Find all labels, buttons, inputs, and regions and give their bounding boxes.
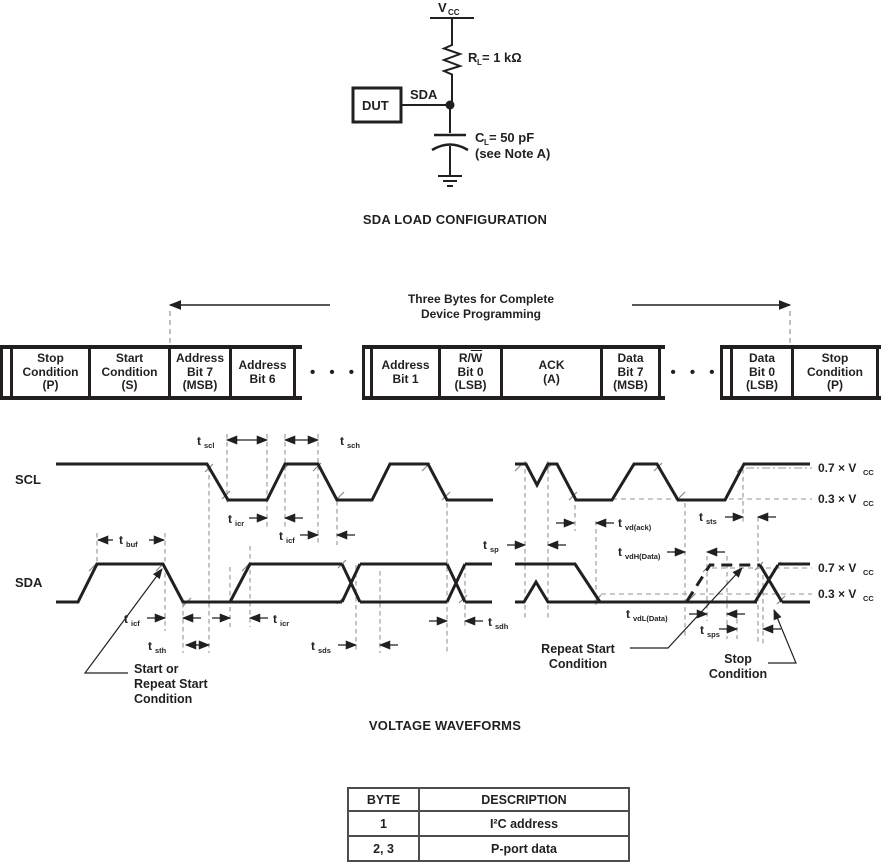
- byte-box-data7: Data Bit 7 (MSB): [600, 349, 661, 396]
- sda-repeat-start-dashed-edge: [687, 565, 760, 601]
- sda-net-label: SDA: [410, 87, 438, 102]
- cl-note: (see Note A): [475, 146, 551, 161]
- table-row: [348, 836, 629, 861]
- sda-load-circuit: [0, 0, 883, 240]
- scl-row-label: SCL: [15, 472, 41, 487]
- byte-box-addr7: Address Bit 7 (MSB): [168, 349, 229, 396]
- sda-node-dot: [446, 101, 455, 110]
- svg-text:sth: sth: [155, 646, 167, 655]
- svg-text:L: L: [484, 138, 489, 147]
- scl-07vcc-label: 0.7 × V: [818, 461, 857, 475]
- svg-text:CC: CC: [863, 468, 874, 477]
- dut-label: DUT: [362, 98, 389, 113]
- svg-text:icr: icr: [280, 619, 290, 628]
- byte-segment-3: [720, 345, 881, 400]
- span-title-line2: Device Programming: [420, 307, 542, 321]
- label-ticf-sda: t: [124, 612, 128, 626]
- svg-text:buf: buf: [126, 540, 138, 549]
- level-leader-lines: [576, 468, 812, 594]
- byte-box-rw: $R/\overline{W}$ Bit 0 (LSB): [438, 349, 500, 396]
- three-bytes-span: [0, 280, 883, 346]
- cell-desc-1: I²C address: [419, 811, 629, 836]
- svg-text:icf: icf: [286, 536, 295, 545]
- svg-text:scl: scl: [204, 441, 215, 450]
- svg-text:CC: CC: [863, 568, 874, 577]
- label-tbuf: t: [119, 533, 123, 547]
- ellipsis-dots-2: • • •: [670, 364, 720, 381]
- svg-text:sdh: sdh: [495, 622, 509, 631]
- table-row: [348, 811, 629, 836]
- stop-condition-annotation: Stop Condition: [708, 652, 768, 681]
- label-ticr-sda: t: [273, 612, 277, 626]
- svg-text:sch: sch: [347, 441, 360, 450]
- sda-07vcc-label: 0.7 × V: [818, 561, 857, 575]
- svg-text:sds: sds: [318, 646, 331, 655]
- byte-box-start-s: Start Condition (S): [88, 349, 168, 396]
- byte-box-addr6: Address Bit 6: [229, 349, 296, 396]
- label-tvdack: t: [618, 516, 622, 530]
- start-condition-annotation: Start or Repeat Start Condition: [134, 662, 208, 706]
- byte-segment-2: [362, 345, 665, 400]
- svg-text:sts: sts: [706, 517, 717, 526]
- rl-label: R: [468, 50, 478, 65]
- byte-description-table: [347, 787, 630, 862]
- col-header-description: DESCRIPTION: [419, 788, 629, 811]
- label-tsts: t: [699, 510, 703, 524]
- svg-text:vdH(Data): vdH(Data): [625, 552, 661, 561]
- byte-box-stop-p: Stop Condition (P): [10, 349, 88, 396]
- svg-text:icr: icr: [235, 519, 245, 528]
- svg-text:sp: sp: [490, 545, 499, 554]
- label-tscl: t: [197, 434, 201, 448]
- label-tvdh: t: [618, 545, 622, 559]
- table-header-row: [348, 788, 629, 811]
- threshold-labels: [818, 461, 874, 603]
- byte-segment-1: [0, 345, 302, 400]
- ellipsis-dots-1: • • •: [309, 364, 360, 381]
- label-tsth: t: [148, 639, 152, 653]
- byte-box-ack: ACK (A): [500, 349, 600, 396]
- svg-text:icf: icf: [131, 619, 140, 628]
- resistor-symbol: [444, 42, 460, 78]
- svg-text:= 1 kΩ: = 1 kΩ: [482, 50, 522, 65]
- repeat-start-annotation: Repeat Start Condition: [541, 642, 615, 671]
- circuit-caption: SDA LOAD CONFIGURATION: [362, 212, 548, 227]
- cell-desc-2: P-port data: [419, 836, 629, 861]
- label-tsp: t: [483, 538, 487, 552]
- svg-text:vdL(Data): vdL(Data): [633, 614, 668, 623]
- crossing-ticks: [89, 463, 785, 606]
- vcc-label: V: [438, 0, 447, 15]
- cell-byte-1: 1: [348, 811, 419, 836]
- label-ticr-scl: t: [228, 512, 232, 526]
- scl-03vcc-label: 0.3 × V: [818, 492, 857, 506]
- waveforms-caption: VOLTAGE WAVEFORMS: [368, 718, 522, 733]
- label-tvdl: t: [626, 607, 630, 621]
- label-tsch: t: [340, 434, 344, 448]
- svg-text:CC: CC: [863, 594, 874, 603]
- dimension-arrows: [98, 440, 781, 645]
- voltage-waveforms: [0, 415, 883, 745]
- svg-text:= 50 pF: = 50 pF: [489, 130, 535, 145]
- scl-waveform: [56, 464, 810, 500]
- cl-label: C: [475, 130, 485, 145]
- label-tsdh: t: [488, 615, 492, 629]
- sda-03vcc-label: 0.3 × V: [818, 587, 857, 601]
- sda-waveform: [56, 564, 810, 602]
- col-header-byte: BYTE: [348, 788, 419, 811]
- svg-text:sps: sps: [707, 630, 720, 639]
- label-tsps: t: [700, 623, 704, 637]
- sda-row-label: SDA: [15, 575, 43, 590]
- svg-text:CC: CC: [863, 499, 874, 508]
- label-tsds: t: [311, 639, 315, 653]
- byte-box-addr1: Address Bit 1: [370, 349, 438, 396]
- byte-box-data0: Data Bit 0 (LSB): [730, 349, 791, 396]
- svg-text:CC: CC: [448, 8, 460, 17]
- byte-box-stop-p-2: Stop Condition (P): [791, 349, 879, 396]
- cell-byte-2: 2, 3: [348, 836, 419, 861]
- svg-text:L: L: [477, 58, 482, 67]
- svg-text:vd(ack): vd(ack): [625, 523, 652, 532]
- span-title-line1: Three Bytes for Complete: [407, 292, 555, 306]
- label-ticf-scl: t: [279, 529, 283, 543]
